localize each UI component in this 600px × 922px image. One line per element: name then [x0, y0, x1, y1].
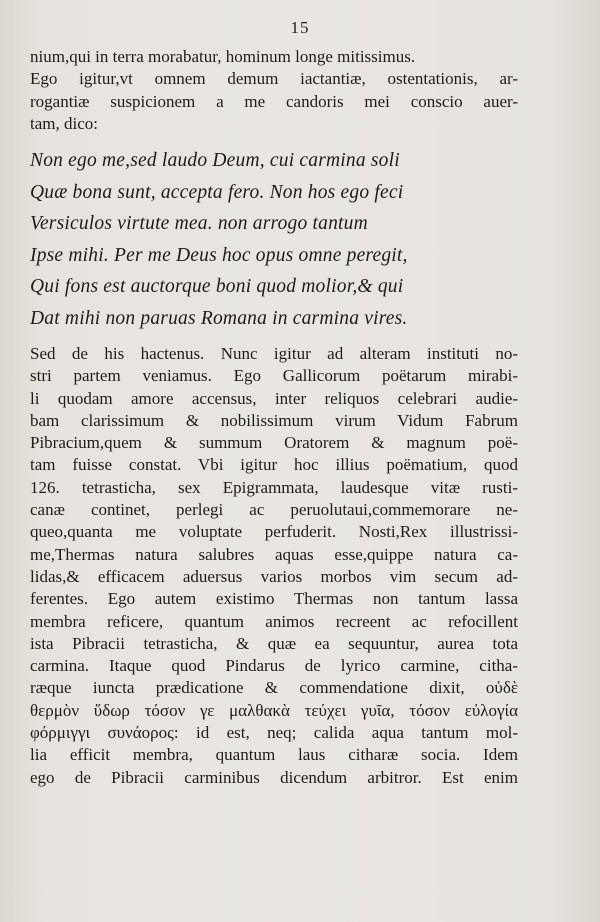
text-line: ista Pibracii tetrasticha, & quæ ea sequuntur, aurea tota — [30, 633, 518, 653]
verse-block — [30, 145, 518, 334]
page-number: 15 — [290, 18, 310, 37]
text-line: lia efficit membra, quantum laus citharæ socia. Idem — [30, 745, 518, 765]
text-line: nium,qui in terra morabatur, hominum longe mitissimus. — [30, 47, 416, 66]
text-line: Sed de his hactenus. Nunc igitur ad alteram instituti no- — [30, 344, 518, 363]
greek-text-line: θερμὸν ὕδωρ τόσον γε μαλθακὰ τεύχει γυῖα, τόσον εὐλογία — [30, 700, 518, 720]
text-line: Ego igitur,vt omnem demum iactantiæ, ostentationis, ar- — [30, 69, 518, 89]
text-line: lidas,& efficacem aduersus varios morbos vim secum ad- — [30, 566, 518, 586]
text-line: Pibracium,quem & summum Oratorem & magnum poë- — [30, 433, 518, 453]
text-line: stri partem veniamus. Ego Gallicorum poëtarum mirabi- — [30, 366, 518, 386]
text-line: ræque iuncta prædicatione & commendatione dixit, οὐδὲ — [30, 678, 518, 698]
text-line: li quodam amore accensus, inter reliquos celebrari audie- — [30, 388, 518, 408]
text-line: rogantiæ suspicionem a me candoris mei conscio auer- — [30, 91, 518, 111]
text-line: queo,quanta me voluptate perfuderit. Nosti,Rex illustrissi- — [30, 522, 518, 542]
intro-paragraph — [30, 46, 518, 136]
text-line: tam, dico: — [30, 114, 98, 134]
text-line: ferentes. Ego autem existimo Thermas non tantum lassa — [30, 589, 518, 609]
text-line: ego de Pibracii carminibus dicendum arbitror. Est enim — [30, 767, 518, 787]
verse-line: Non ego me,sed laudo Deum, cui carmina soli — [30, 150, 400, 171]
text-line: tam fuisse constat. Vbi igitur hoc illius poëmatium, quod — [30, 455, 518, 475]
verse-line: Ipse mihi. Per me Deus hoc opus omne peregit, — [30, 244, 408, 266]
verse-line: Versiculos virtute mea. non arrogo tantum — [30, 213, 368, 234]
text-line: membra reficere, quantum animos recreent ac refocillent — [30, 611, 518, 631]
text-line: 126. tetrasticha, sex Epigrammata, laudesque vitæ rusti- — [30, 477, 518, 497]
verse-line: Dat mihi non paruas Romana in carmina vires. — [30, 307, 408, 329]
text-line: canæ continet, perlegi ac peruolutaui,commemorare ne- — [30, 500, 518, 520]
text-line: bam clarissimum & nobilissimum virum Vidum Fabrum — [30, 410, 518, 430]
verse-line: Qui fons est auctorque boni quod molior,& qui — [30, 276, 404, 297]
text-line: φόρμιγγι συνάορος: id est, neq; calida aqua tantum mol- — [30, 723, 518, 743]
verse-line: Quæ bona sunt, accepta fero. Non hos ego feci — [30, 181, 404, 203]
body-paragraph — [30, 343, 518, 789]
text-line: carmina. Itaque quod Pindarus de lyrico carmine, citha- — [30, 656, 518, 676]
text-line: me,Thermas natura salubres aquas esse,quippe natura ca- — [30, 544, 518, 564]
